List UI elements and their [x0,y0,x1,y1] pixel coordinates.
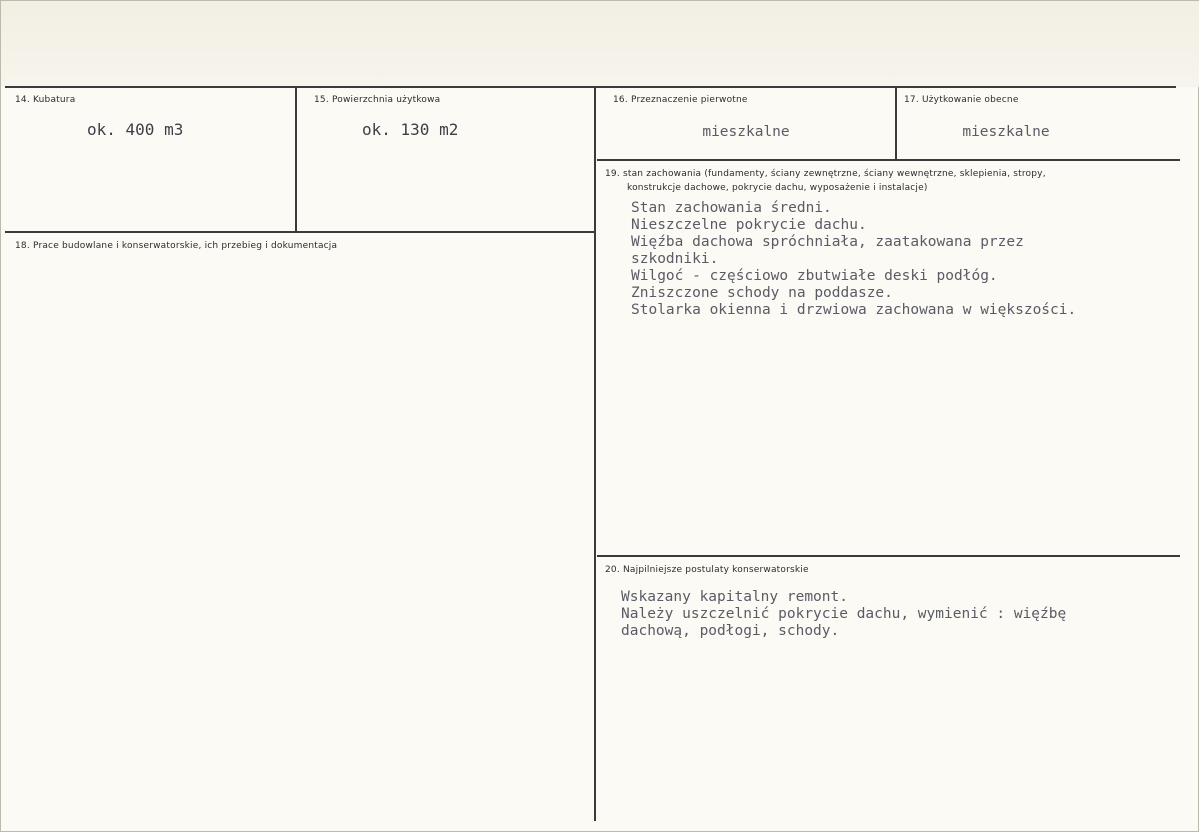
field-19-label-line-1: 19. stan zachowania (fundamenty, ściany zewnętrzne, ściany wewnętrzne, sklepienia, stropy, [605,169,1046,179]
field-16-label: 16. Przeznaczenie pierwotne [613,95,748,105]
card-top-margin [1,1,1199,87]
field-19-line: Stan zachowania średni. [631,200,832,216]
rule-below-15 [5,231,595,233]
field-20-label: 20. Najpilniejsze postulaty konserwatorskie [605,565,809,575]
field-19-line: Wilgoć - częściowo zbutwiałe deski podłóg. [631,268,998,284]
field-15-label: 15. Powierzchnia użytkowa [314,95,441,105]
divider-14-15 [295,87,297,231]
center-divider [594,87,596,821]
field-20-text [621,589,1066,640]
field-14-value: ok. 400 m3 [87,120,184,139]
field-16-value: mieszkalne [702,124,790,140]
field-19-line: Więźba dachowa spróchniała, zaatakowana przez [631,234,1024,250]
field-19-text [631,200,1076,319]
field-19-line: Zniszczone schody na poddasze. [631,285,893,301]
field-19-line: Stolarka okienna i drzwiowa zachowana w większości. [631,302,1077,318]
rule-below-19 [597,555,1180,557]
field-20-line: Wskazany kapitalny remont. [621,589,848,605]
field-14-label: 14. Kubatura [15,95,76,105]
rule-below-17 [597,159,1180,161]
field-20-line: Należy uszczelnić pokrycie dachu, wymienić : więźbę [621,606,1067,622]
field-18-label: 18. Prace budowlane i konserwatorskie, ich przebieg i dokumentacja [15,241,338,251]
field-19-label-line-2: konstrukcje dachowe, pokrycie dachu, wyposażenie i instalacje) [627,183,928,193]
field-17-label: 17. Użytkowanie obecne [904,95,1019,105]
field-15-value: ok. 130 m2 [362,120,459,139]
field-20-line: dachową, podłogi, schody. [621,623,840,639]
field-19-line: szkodniki. [631,251,719,267]
divider-16-17 [895,87,897,159]
top-rule [5,86,1176,88]
field-19-line: Nieszczelne pokrycie dachu. [631,217,867,233]
field-17-value: mieszkalne [962,124,1050,140]
